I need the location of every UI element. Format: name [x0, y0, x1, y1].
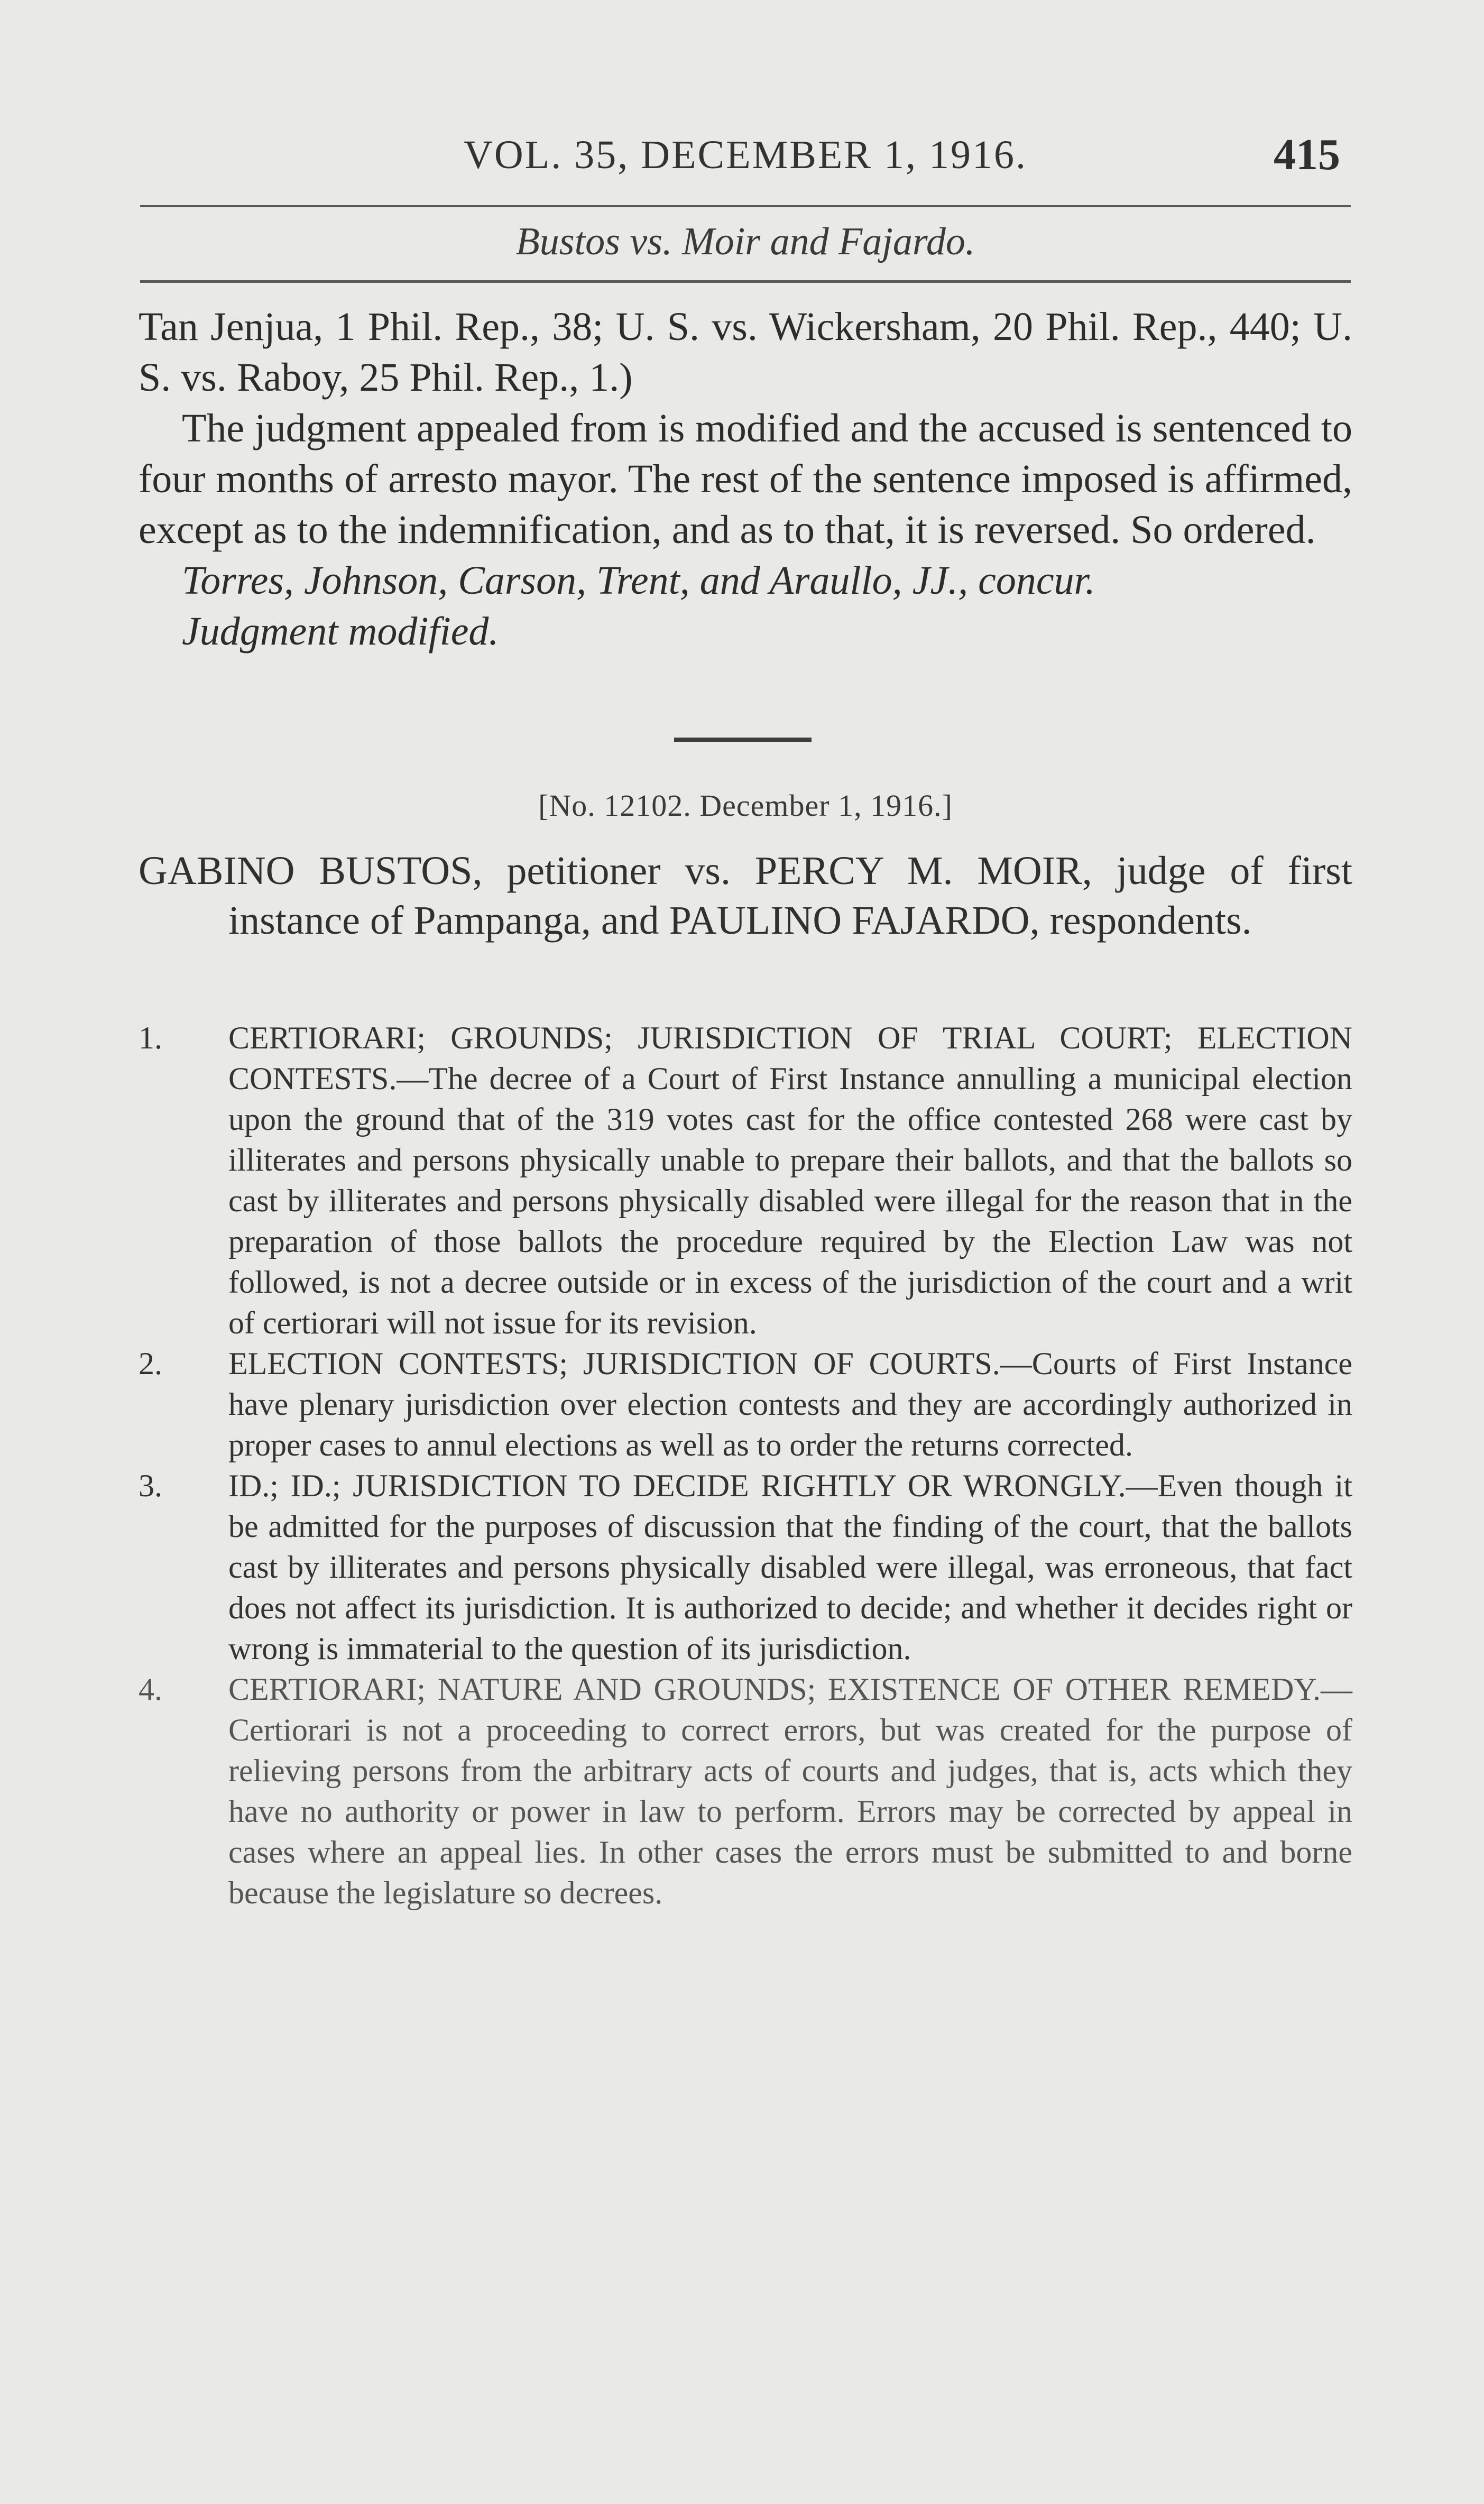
syllabus-heading: CERTIORARI; NATURE AND GROUNDS; EXISTENCE OF OTHER REMEDY. [228, 1672, 1321, 1707]
syllabus-number: 4. [139, 1672, 162, 1707]
concurrence-line: Torres, Johnson, Carson, Trent, and Araullo, JJ., concur. [182, 558, 1095, 603]
case-parties [139, 846, 1352, 945]
judgment-paragraph: The judgment appealed from is modified and the accused is sentenced to four months of arresto mayor. The rest of the sentence imposed is affirmed, except as to the indemnification, and as to that, it is reversed. So ordered. [139, 406, 1352, 552]
syllabus-text: —Courts of First Instance have plenary jurisdiction over election contests and they are accordingly authorized in proper cases to annul elections as well as to order the returns corrected. [228, 1346, 1352, 1462]
syllabus-number: 3. [139, 1468, 162, 1503]
syllabus-item-1 [139, 1018, 1352, 1343]
syllabus-text: —The decree of a Court of First Instance annulling a municipal election upon the ground that of the 319 votes cast for the office contested 268 were cast by illiterates and persons physically unable to prepare their ballots, and that the ballots so cast by illiterates and persons physically disabled were illegal for the reason that in the preparation of those ballots the procedure required by the Election Law was not followed, is not a decree outside or in excess of the jurisdiction of the court and a writ of certiorari will not issue for its revision. [228, 1061, 1352, 1340]
header-rule-top [140, 205, 1351, 207]
parties-caption: GABINO BUSTOS, petitioner vs. PERCY M. MOIR, judge of first instance of Pampanga, and PAULINO FAJARDO, respondents. [139, 849, 1352, 943]
section-divider [674, 738, 812, 742]
syllabus-text: —Certiorari is not a proceeding to correct errors, but was created for the purpose of relieving persons from the arbitrary acts of courts and judges, that is, acts which they have no authority or power in law to perform. Errors may be corrected by appeal in cases where an appeal lies. In other cases the errors must be submitted to and borne because the legislature so decrees. [228, 1672, 1352, 1910]
citation-paragraph: Tan Jenjua, 1 Phil. Rep., 38; U. S. vs. Wickersham, 20 Phil. Rep., 440; U. S. vs. Raboy, 25 Phil. Rep., 1.) [139, 305, 1352, 400]
syllabus-heading: ELECTION CONTESTS; JURISDICTION OF COURTS. [228, 1346, 1000, 1381]
syllabus-number: 2. [139, 1346, 162, 1381]
syllabus-item-3 [139, 1466, 1352, 1669]
syllabus-item-4 [139, 1669, 1352, 1913]
judgment-line: Judgment modified. [182, 609, 499, 653]
running-head [137, 132, 1353, 190]
volume-date: VOL. 35, DECEMBER 1, 1916. [464, 133, 1027, 177]
syllabus-item-2 [139, 1343, 1352, 1466]
docket-line: [No. 12102. December 1, 1916.] [538, 788, 953, 823]
page-number: 415 [1274, 130, 1340, 179]
syllabus-number: 1. [139, 1020, 162, 1055]
syllabus-heading: CERTIORARI; GROUNDS; JURISDICTION OF TRIAL COURT; ELECTION CONTESTS. [228, 1020, 1352, 1096]
opinion-text [139, 301, 1352, 657]
syllabus [139, 1018, 1352, 1913]
header-rule-bottom [140, 280, 1351, 283]
syllabus-text: —Even though it be admitted for the purposes of discussion that the finding of the court, that the ballots cast by illiterates and persons physically disabled were illegal, was erroneous, that fact does not affect its jurisdiction. It is authorized to decide; and whether it decides right or wrong is immaterial to the question of its jurisdiction. [228, 1468, 1353, 1666]
case-title-header: Bustos vs. Moir and Fajardo. [515, 220, 975, 263]
syllabus-heading: ID.; ID.; JURISDICTION TO DECIDE RIGHTLY OR WRONGLY. [228, 1468, 1126, 1503]
